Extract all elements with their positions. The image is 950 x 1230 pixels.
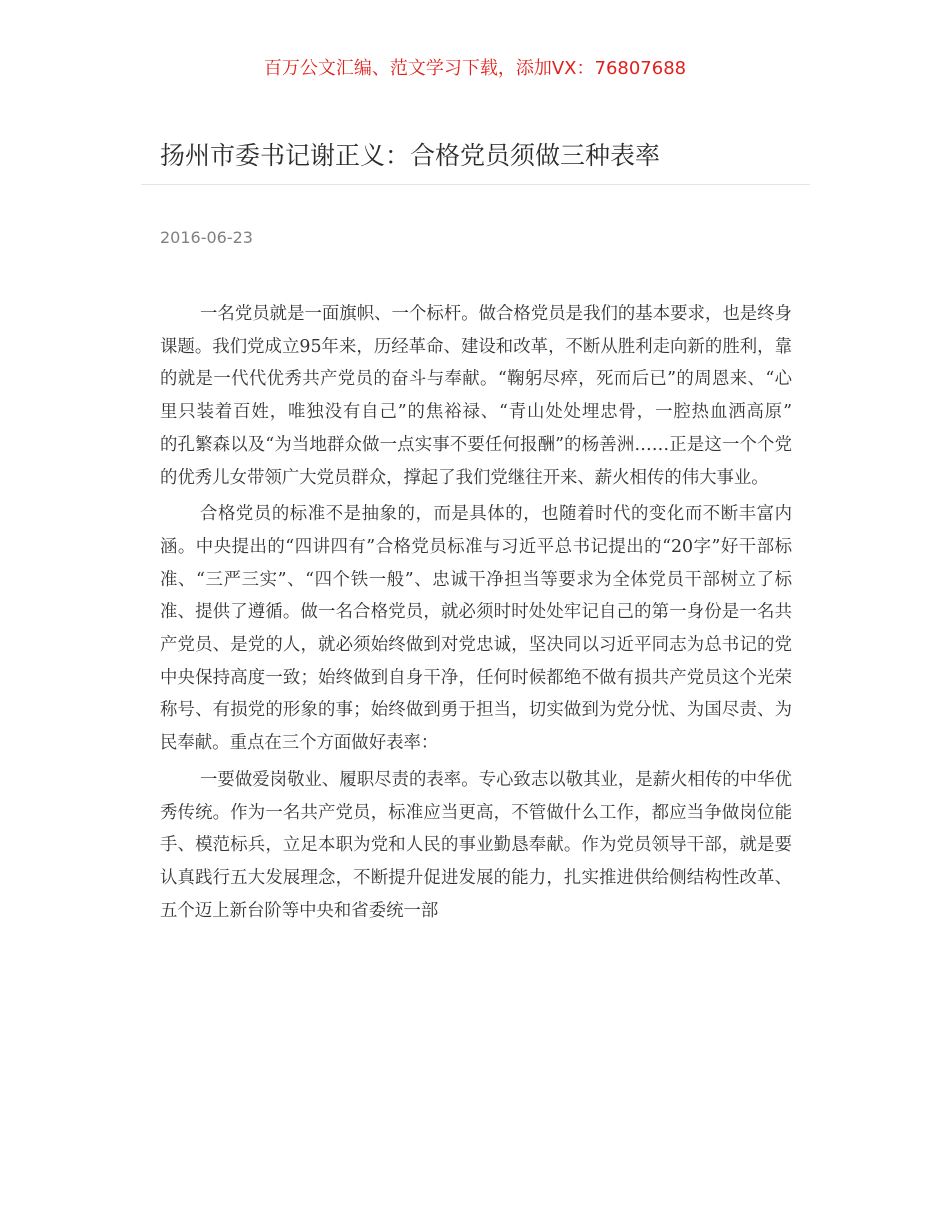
- article-title: 扬州市委书记谢正义：合格党员须做三种表率: [160, 141, 661, 170]
- article-paragraph-3: 一要做爱岗敬业、履职尽责的表率。专心致志以敬其业，是薪火相传的中华优秀传统。作为一名共产党员，标准应当更高，不管做什么工作，都应当争做岗位能手、模范标兵，立足本职为党和人民的事业勤恳奉献。作为党员领导干部，就是要认真践行五大发展理念，不断提升促进发展的能力，扎实推进供给侧结构性改革、五个迈上新台阶等中央和省委统一部: [160, 769, 792, 921]
- article-paragraph-1: 一名党员就是一面旗帜、一个标杆。做合格党员是我们的基本要求，也是终身课题。我们党成立95年来，历经革命、建设和改革，不断从胜利走向新的胜利，靠的就是一代代优秀共产党员的奋斗与奉献。“鞠躬尽瘁，死而后已”的周恩来、“心里只装着百姓，唯独没有自己”的焦裕禄、“青山处处埋忠骨，一腔热血洒高原” 的孔繁森以及“为当地群众做一点实事不要任何报酬”的杨善洲……正是这一个个党的优秀儿女带领广大党员群众，撑起了我们党继往开来、薪火相传的伟大事业。: [160, 304, 810, 488]
- watermark-banner: 百万公文汇编、范文学习下载，添加VX：76807688: [263, 58, 687, 79]
- title-divider: [141, 184, 810, 185]
- article-body: [160, 298, 810, 931]
- article-paragraph-2: 合格党员的标准不是抽象的，而是具体的，也随着时代的变化而不断丰富内涵。中央提出的“四讲四有”合格党员标准与习近平总书记提出的“20字”好干部标准、“三严三实”、“四个铁一般”、忠诚干净担当等要求为全体党员干部树立了标准、提供了遵循。做一名合格党员，就必须时时处处牢记自己的第一身份是一名共产党员、是党的人，就必须始终做到对党忠诚，坚决同以习近平同志为总书记的党中央保持高度一致；始终做到自身干净，任何时候都绝不做有损共产党员这个光荣称号、有损党的形象的事；始终做到勇于担当，切实做到为党分忧、为国尽责、为民奉献。重点在三个方面做好表率：: [160, 504, 792, 754]
- publish-date: 2016-06-23: [160, 228, 253, 247]
